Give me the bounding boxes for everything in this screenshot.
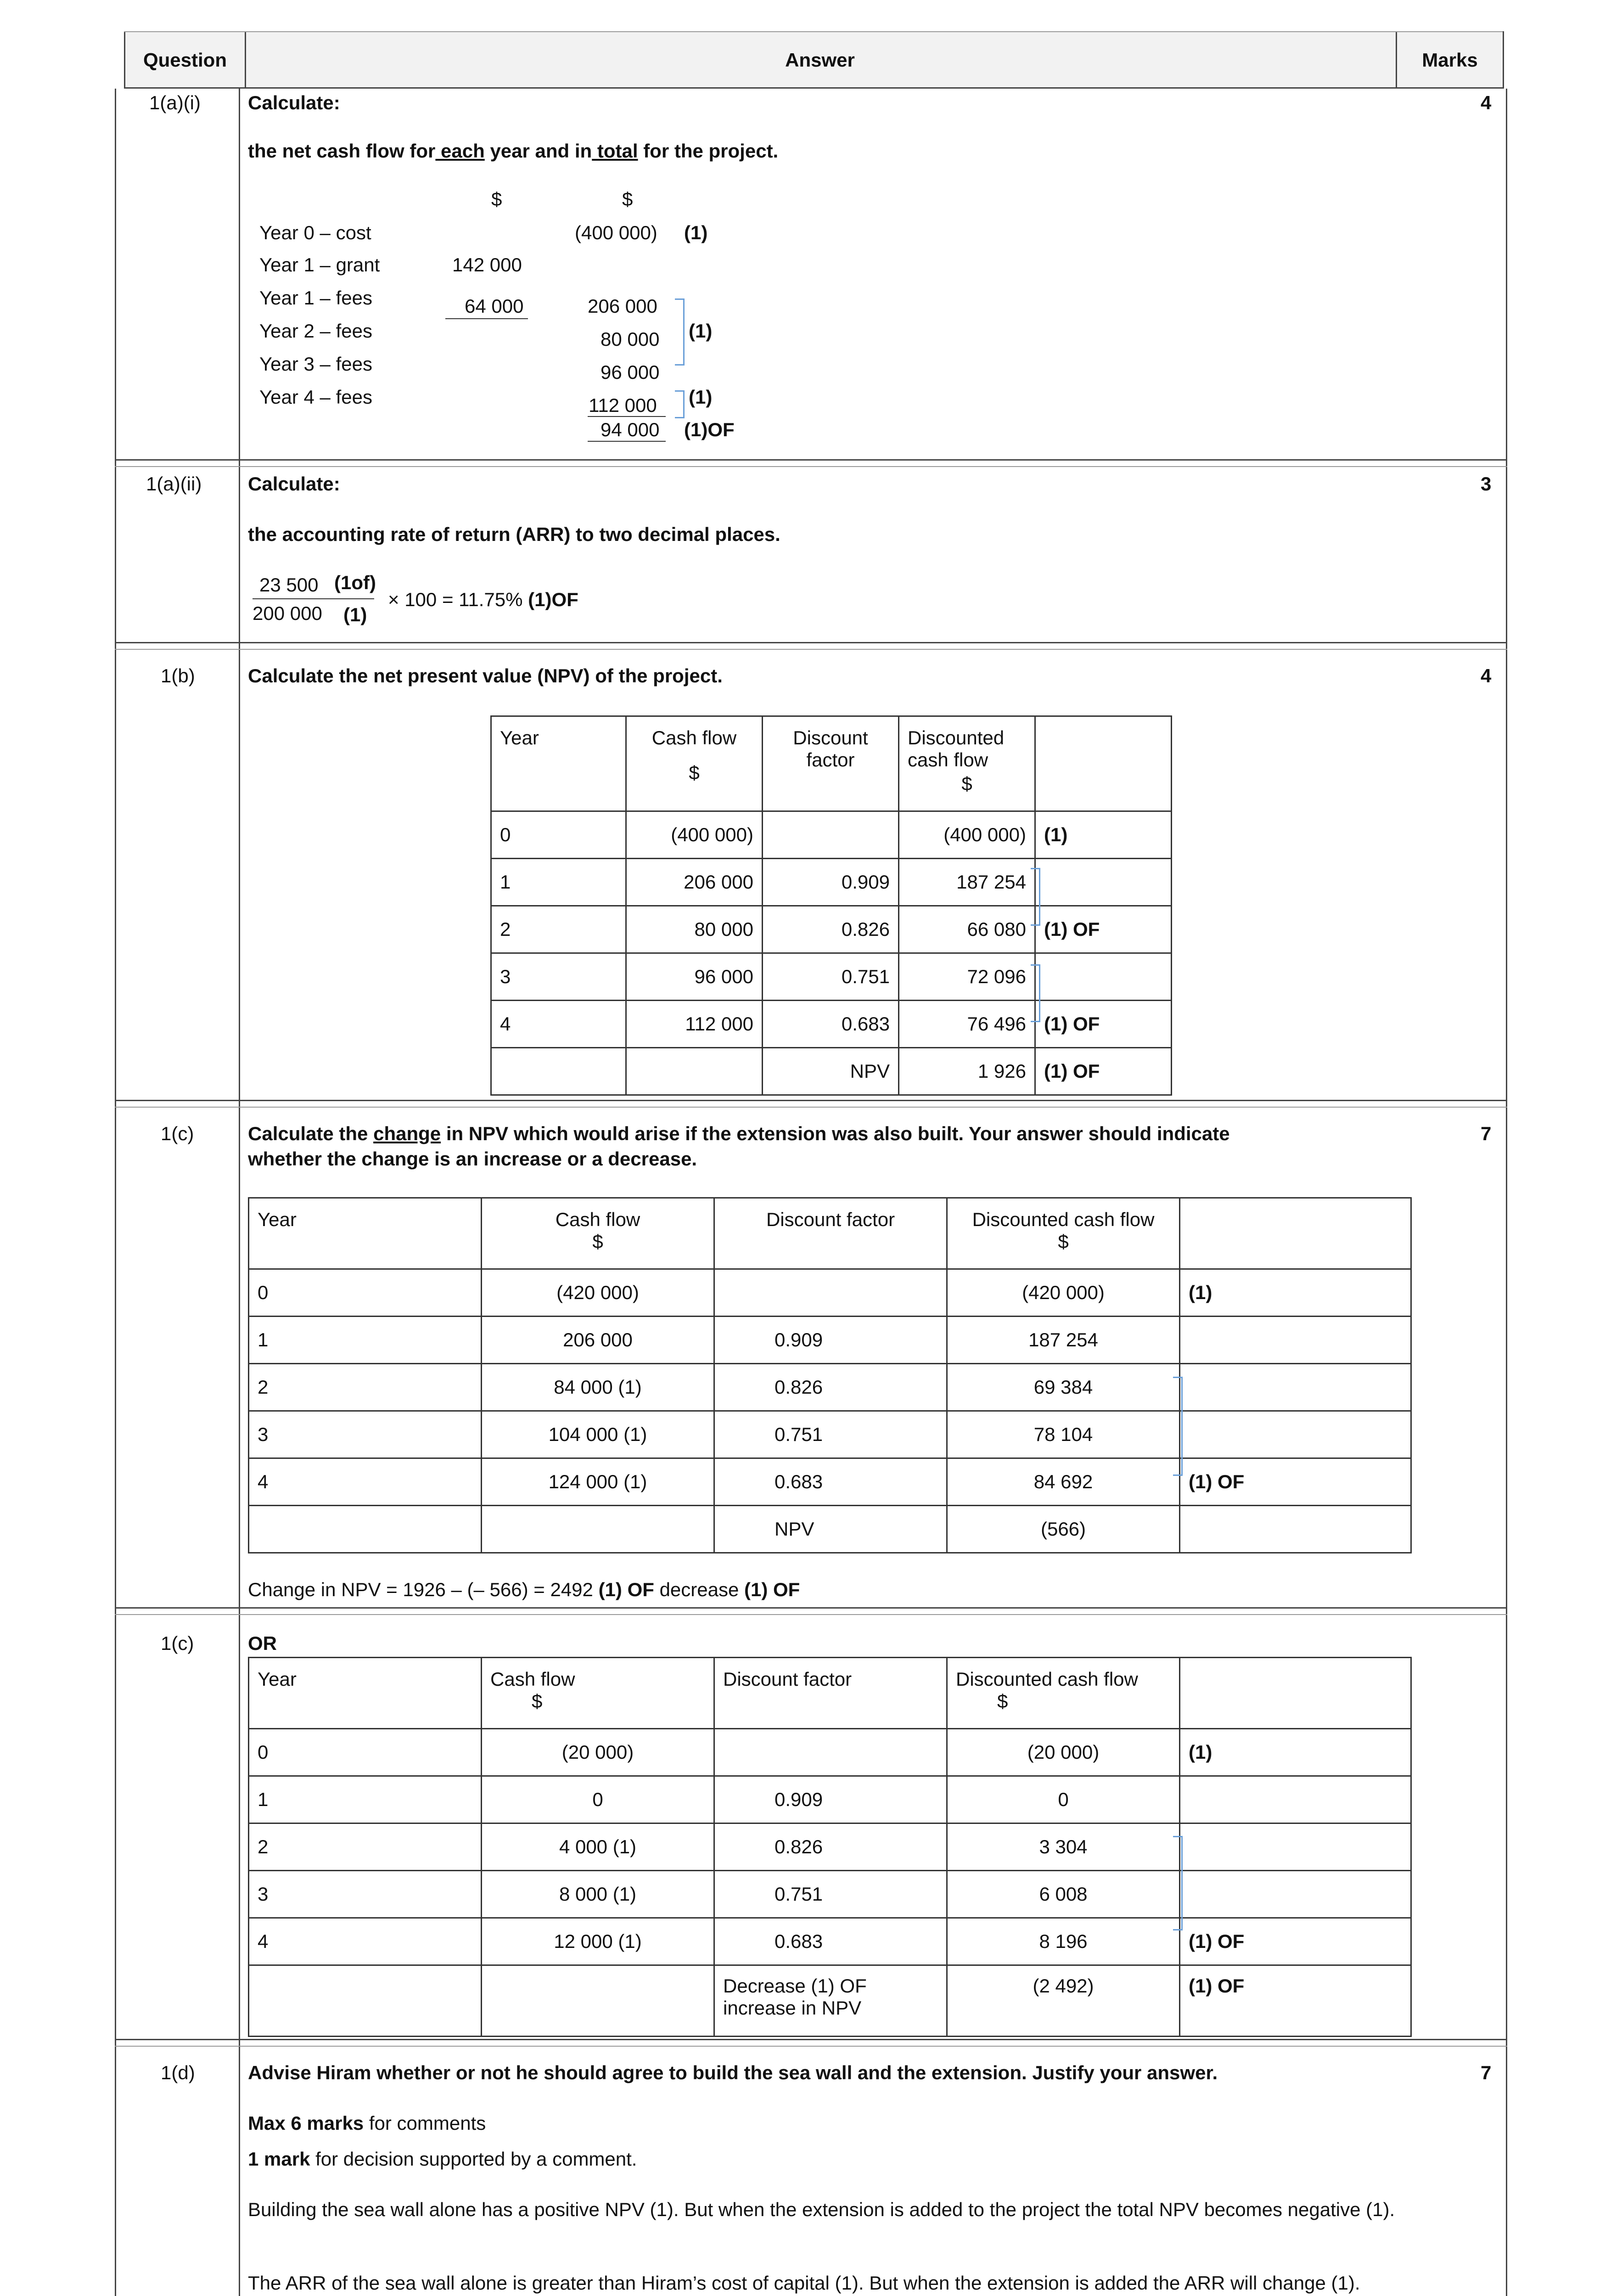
table-row: NPV 1 926 (1) OF: [491, 1048, 1172, 1095]
row-label: Year 3 – fees: [259, 353, 372, 375]
prompt-1d: Advise Hiram whether or not he should agree to build the sea wall and the extension. Justify your answer.: [248, 2062, 1218, 2083]
row-c2: 96 000: [601, 361, 660, 383]
marks-1ai: 4: [1481, 92, 1492, 113]
row-c1: 64 000: [465, 295, 524, 317]
table-row: 1 206 000 0.909 187 254: [249, 1317, 1411, 1364]
question-label-1b: 1(b): [161, 665, 195, 687]
table-header: [124, 31, 1504, 89]
row-mark: (1): [689, 320, 713, 342]
th-cash-flow: Cash flow $: [626, 716, 763, 811]
or-label: OR: [248, 1632, 277, 1654]
th-discounted-cash-flow: Discounted cash flow $: [899, 716, 1035, 811]
prompt-1c-line1: Calculate the change in NPV which would arise if the extension was also built. Your answer should indicate: [248, 1123, 1230, 1144]
table-row: 0 (420 000) (420 000) (1): [249, 1269, 1411, 1317]
table-row: 4 112 000 0.683 76 496 (1) OF: [491, 1001, 1172, 1048]
table-row: 0 (20 000) (20 000) (1): [249, 1729, 1411, 1776]
total-value: 94 000: [601, 419, 660, 440]
table-row: 3 104 000 (1) 0.751 78 104: [249, 1411, 1411, 1458]
bracket: [1031, 868, 1040, 926]
marks-1aii: 3: [1481, 473, 1492, 495]
prompt-1c-line2: whether the change is an increase or a decrease.: [248, 1148, 697, 1170]
table-row: 2 84 000 (1) 0.826 69 384: [249, 1364, 1411, 1411]
th-year: Year: [491, 716, 626, 811]
npv-table: [490, 715, 1172, 1096]
answer-paragraph: Building the sea wall alone has a positive NPV (1). But when the extension is added to the project the total NPV becomes negative (1).: [248, 2199, 1395, 2220]
table-row: 0 (400 000) (400 000) (1): [491, 811, 1172, 859]
th-discounted-cash-flow: Discounted cash flow $: [947, 1658, 1180, 1729]
right-border: [1506, 89, 1507, 2296]
arr-result: × 100 = 11.75% (1)OF: [388, 589, 578, 610]
th-marks: [1035, 716, 1172, 811]
th-discount-factor: Discount factor: [714, 1198, 947, 1269]
bracket: [1173, 1836, 1183, 1930]
left-border: [115, 89, 116, 2296]
th-cash-flow: Cash flow $: [482, 1198, 714, 1269]
table-row: 4 124 000 (1) 0.683 84 692 (1) OF: [249, 1458, 1411, 1506]
bracket: [1173, 1377, 1183, 1476]
row-c2: 206 000: [588, 295, 657, 317]
decrease-cell: Decrease (1) OF increase in NPV: [714, 1965, 947, 2037]
table-row: 3 8 000 (1) 0.751 6 008: [249, 1871, 1411, 1918]
row-c2: 80 000: [601, 328, 660, 350]
max-marks-note: Max 6 marks for comments: [248, 2112, 486, 2134]
table-row: 4 12 000 (1) 0.683 8 196 (1) OF: [249, 1918, 1411, 1965]
answer-column-header: Answer: [785, 49, 855, 71]
table-row: 1 0 0.909 0: [249, 1776, 1411, 1823]
npv-extension-table: [248, 1197, 1412, 1553]
th-discounted-cash-flow: Discounted cash flow $: [947, 1198, 1180, 1269]
marks-1b: 4: [1481, 665, 1492, 687]
npv-difference-table: [248, 1657, 1412, 2037]
marks-1d: 7: [1481, 2062, 1492, 2083]
arr-denominator: 200 000: [253, 602, 322, 624]
table-row: 1 206 000 0.909 187 254: [491, 859, 1172, 906]
th-discount-factor: Discount factor: [763, 716, 899, 811]
th-year: Year: [249, 1198, 482, 1269]
question-label-1c: 1(c): [161, 1123, 194, 1144]
prompt-1aii: Calculate:: [248, 473, 340, 495]
row-label: Year 0 – cost: [259, 222, 371, 243]
th-marks: [1180, 1658, 1411, 1729]
table-row: 2 80 000 0.826 66 080 (1) OF: [491, 906, 1172, 953]
bracket: [675, 298, 685, 366]
subprompt-1aii: the accounting rate of return (ARR) to two decimal places.: [248, 523, 780, 545]
row-label: Year 2 – fees: [259, 320, 372, 342]
th-marks: [1180, 1198, 1411, 1269]
marks-column-header: Marks: [1422, 49, 1478, 71]
total-mark: (1)OF: [684, 419, 735, 440]
row-c2: 112 000: [589, 394, 657, 416]
row-label: Year 1 – fees: [259, 287, 372, 309]
col1-currency: $: [491, 188, 502, 210]
arr-numerator-mark: (1of): [334, 572, 376, 593]
prompt-1ai: Calculate:: [248, 92, 340, 113]
bracket: [1031, 964, 1040, 1022]
arr-denominator-mark: (1): [343, 604, 367, 625]
question-label-1d: 1(d): [161, 2062, 195, 2083]
subprompt-1ai: the net cash flow for each year and in total for the project.: [248, 140, 779, 162]
question-divider: [239, 89, 240, 2296]
th-year: Year: [249, 1658, 482, 1729]
row-label: Year 1 – grant: [259, 254, 380, 276]
question-label-1c-or: 1(c): [161, 1632, 194, 1654]
row-mark: (1): [684, 222, 708, 243]
row-label: Year 4 – fees: [259, 386, 372, 408]
th-cash-flow: Cash flow $: [482, 1658, 714, 1729]
arr-numerator: 23 500: [259, 574, 319, 596]
col2-currency: $: [622, 188, 633, 210]
npv-change-line: Change in NPV = 1926 – (– 566) = 2492 (1) OF decrease (1) OF: [248, 1579, 800, 1600]
table-row: NPV (566): [249, 1506, 1411, 1553]
question-label-1aii: 1(a)(ii): [146, 473, 202, 495]
decision-mark-note: 1 mark for decision supported by a comment.: [248, 2148, 637, 2170]
row-mark: (1): [689, 386, 713, 408]
row-c2: (400 000): [575, 222, 657, 243]
row-c1: 142 000: [452, 254, 522, 276]
question-column-header: Question: [143, 49, 227, 71]
table-row: Decrease (1) OF increase in NPV (2 492) (1) OF: [249, 1965, 1411, 2037]
table-row: 2 4 000 (1) 0.826 3 304: [249, 1823, 1411, 1871]
bracket: [675, 390, 685, 418]
prompt-1b: Calculate the net present value (NPV) of the project.: [248, 665, 723, 687]
marks-1c: 7: [1481, 1123, 1492, 1144]
th-discount-factor: Discount factor: [714, 1658, 947, 1729]
answer-paragraph: The ARR of the sea wall alone is greater than Hiram’s cost of capital (1). But when the extension is added the ARR will change (1).: [248, 2272, 1360, 2294]
question-label-1ai: 1(a)(i): [149, 92, 201, 113]
table-row: 3 96 000 0.751 72 096: [491, 953, 1172, 1001]
